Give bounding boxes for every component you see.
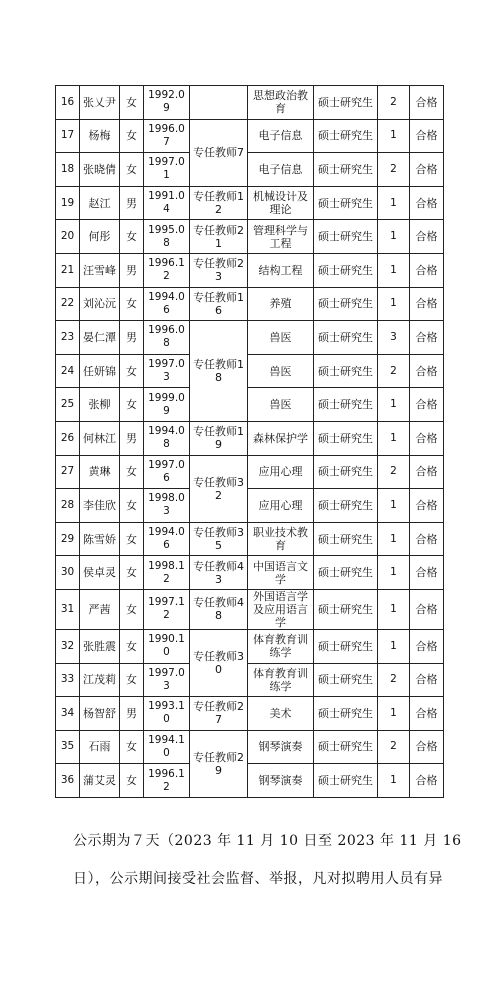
post-cell: 专任教师48 — [190, 589, 248, 629]
table-row — [56, 421, 444, 455]
result-cell: 合格 — [410, 253, 444, 287]
table-row — [56, 663, 444, 697]
major-cell: 管理科学与工程 — [248, 220, 314, 254]
result-cell: 合格 — [410, 287, 444, 321]
major-cell: 森林保护学 — [248, 421, 314, 455]
degree-cell: 硕士研究生 — [314, 119, 378, 153]
table-row — [56, 455, 444, 489]
table-row — [56, 86, 444, 120]
name-cell: 蒲艾灵 — [80, 764, 120, 798]
post-cell: 专任教师23 — [190, 253, 248, 287]
major-cell: 结构工程 — [248, 253, 314, 287]
gender-cell: 女 — [120, 119, 144, 153]
degree-cell: 硕士研究生 — [314, 253, 378, 287]
rank-cell: 1 — [378, 119, 410, 153]
birth-date-cell: 1994.08 — [144, 421, 190, 455]
table-row — [56, 489, 444, 523]
name-cell: 何彤 — [80, 220, 120, 254]
major-cell: 美术 — [248, 697, 314, 731]
post-cell: 专任教师30 — [190, 629, 248, 696]
major-cell: 电子信息 — [248, 153, 314, 187]
gender-cell: 女 — [120, 287, 144, 321]
post-cell: 专任教师35 — [190, 522, 248, 556]
birth-date-cell: 1997.01 — [144, 153, 190, 187]
table-row — [56, 629, 444, 663]
gender-cell: 女 — [120, 556, 144, 590]
degree-cell: 硕士研究生 — [314, 86, 378, 120]
major-cell: 思想政治教育 — [248, 86, 314, 120]
result-cell: 合格 — [410, 119, 444, 153]
row-number: 17 — [56, 119, 80, 153]
result-cell: 合格 — [410, 321, 444, 355]
birth-date-cell: 1998.12 — [144, 556, 190, 590]
name-cell: 任妍锦 — [80, 354, 120, 388]
result-cell: 合格 — [410, 522, 444, 556]
name-cell: 杨梅 — [80, 119, 120, 153]
table-row — [56, 730, 444, 764]
degree-cell: 硕士研究生 — [314, 629, 378, 663]
rank-cell: 1 — [378, 764, 410, 798]
gender-cell: 男 — [120, 697, 144, 731]
rank-cell: 2 — [378, 153, 410, 187]
degree-cell: 硕士研究生 — [314, 556, 378, 590]
row-number: 35 — [56, 730, 80, 764]
table-row — [56, 589, 444, 629]
major-cell: 中国语言文学 — [248, 556, 314, 590]
row-number: 29 — [56, 522, 80, 556]
birth-date-cell: 1991.04 — [144, 186, 190, 220]
gender-cell: 女 — [120, 388, 144, 422]
notice-line-1: 公示期为７天（2023 年 11 月 10 日至 2023 年 11 月 16 — [73, 833, 462, 849]
name-cell: 江茂莉 — [80, 663, 120, 697]
post-cell: 专任教师18 — [190, 321, 248, 422]
row-number: 26 — [56, 421, 80, 455]
birth-date-cell: 1997.03 — [144, 354, 190, 388]
major-cell: 职业技术教育 — [248, 522, 314, 556]
name-cell: 张柳 — [80, 388, 120, 422]
table-row — [56, 153, 444, 187]
birth-date-cell: 1996.07 — [144, 119, 190, 153]
table-row — [56, 522, 444, 556]
row-number: 18 — [56, 153, 80, 187]
name-cell: 李佳欣 — [80, 489, 120, 523]
degree-cell: 硕士研究生 — [314, 321, 378, 355]
degree-cell: 硕士研究生 — [314, 186, 378, 220]
result-cell: 合格 — [410, 354, 444, 388]
table-row — [56, 287, 444, 321]
result-cell: 合格 — [410, 186, 444, 220]
table-row — [56, 220, 444, 254]
name-cell: 赵江 — [80, 186, 120, 220]
rank-cell: 1 — [378, 421, 410, 455]
birth-date-cell: 1996.12 — [144, 764, 190, 798]
rank-cell: 2 — [378, 86, 410, 120]
name-cell: 何林江 — [80, 421, 120, 455]
degree-cell: 硕士研究生 — [314, 354, 378, 388]
result-cell: 合格 — [410, 388, 444, 422]
name-cell: 汪雪峰 — [80, 253, 120, 287]
gender-cell: 女 — [120, 629, 144, 663]
name-cell: 张胜震 — [80, 629, 120, 663]
name-cell: 陈雪娇 — [80, 522, 120, 556]
rank-cell: 2 — [378, 730, 410, 764]
table-row — [56, 321, 444, 355]
rank-cell: 3 — [378, 321, 410, 355]
major-cell: 体育教育训练学 — [248, 629, 314, 663]
result-cell: 合格 — [410, 489, 444, 523]
major-cell: 兽医 — [248, 388, 314, 422]
birth-date-cell: 1990.10 — [144, 629, 190, 663]
row-number: 32 — [56, 629, 80, 663]
gender-cell: 男 — [120, 253, 144, 287]
post-cell: 专任教师7 — [190, 119, 248, 186]
rank-cell: 1 — [378, 388, 410, 422]
rank-cell: 1 — [378, 629, 410, 663]
result-cell: 合格 — [410, 455, 444, 489]
post-cell: 专任教师21 — [190, 220, 248, 254]
table-row — [56, 697, 444, 731]
birth-date-cell: 1993.10 — [144, 697, 190, 731]
result-cell: 合格 — [410, 589, 444, 629]
gender-cell: 女 — [120, 764, 144, 798]
result-cell: 合格 — [410, 764, 444, 798]
gender-cell: 男 — [120, 321, 144, 355]
birth-date-cell: 1999.09 — [144, 388, 190, 422]
rank-cell: 2 — [378, 455, 410, 489]
name-cell: 严茜 — [80, 589, 120, 629]
result-cell: 合格 — [410, 421, 444, 455]
birth-date-cell: 1994.06 — [144, 287, 190, 321]
degree-cell: 硕士研究生 — [314, 663, 378, 697]
post-cell: 专任教师27 — [190, 697, 248, 731]
result-cell: 合格 — [410, 629, 444, 663]
birth-date-cell: 1997.03 — [144, 663, 190, 697]
result-cell: 合格 — [410, 220, 444, 254]
degree-cell: 硕士研究生 — [314, 388, 378, 422]
major-cell: 应用心理 — [248, 455, 314, 489]
major-cell: 钢琴演奏 — [248, 764, 314, 798]
name-cell: 刘沁沅 — [80, 287, 120, 321]
row-number: 24 — [56, 354, 80, 388]
post-cell: 专任教师19 — [190, 421, 248, 455]
result-cell: 合格 — [410, 153, 444, 187]
rank-cell: 1 — [378, 220, 410, 254]
rank-cell: 1 — [378, 697, 410, 731]
row-number: 34 — [56, 697, 80, 731]
row-number: 36 — [56, 764, 80, 798]
result-cell: 合格 — [410, 730, 444, 764]
result-cell: 合格 — [410, 556, 444, 590]
major-cell: 应用心理 — [248, 489, 314, 523]
table-row — [56, 388, 444, 422]
table-row — [56, 556, 444, 590]
candidate-table — [55, 85, 444, 798]
table-row — [56, 764, 444, 798]
degree-cell: 硕士研究生 — [314, 153, 378, 187]
gender-cell: 女 — [120, 730, 144, 764]
rank-cell: 1 — [378, 589, 410, 629]
rank-cell: 1 — [378, 489, 410, 523]
table-row — [56, 253, 444, 287]
gender-cell: 女 — [120, 220, 144, 254]
name-cell: 张晓倩 — [80, 153, 120, 187]
major-cell: 养殖 — [248, 287, 314, 321]
gender-cell: 男 — [120, 421, 144, 455]
row-number: 27 — [56, 455, 80, 489]
notice-line-2: 日），公示期间接受社会监督、举报，凡对拟聘用人员有异 — [73, 871, 443, 887]
degree-cell: 硕士研究生 — [314, 287, 378, 321]
post-cell — [190, 86, 248, 120]
gender-cell: 女 — [120, 589, 144, 629]
result-cell: 合格 — [410, 86, 444, 120]
gender-cell: 女 — [120, 354, 144, 388]
row-number: 28 — [56, 489, 80, 523]
gender-cell: 女 — [120, 663, 144, 697]
post-cell: 专任教师43 — [190, 556, 248, 590]
birth-date-cell: 1992.09 — [144, 86, 190, 120]
degree-cell: 硕士研究生 — [314, 764, 378, 798]
result-cell: 合格 — [410, 663, 444, 697]
name-cell: 侯卓灵 — [80, 556, 120, 590]
birth-date-cell: 1994.10 — [144, 730, 190, 764]
birth-date-cell: 1998.03 — [144, 489, 190, 523]
name-cell: 杨智舒 — [80, 697, 120, 731]
rank-cell: 1 — [378, 556, 410, 590]
notice-text — [73, 822, 462, 898]
birth-date-cell: 1996.12 — [144, 253, 190, 287]
degree-cell: 硕士研究生 — [314, 421, 378, 455]
gender-cell: 男 — [120, 186, 144, 220]
degree-cell: 硕士研究生 — [314, 522, 378, 556]
post-cell: 专任教师12 — [190, 186, 248, 220]
degree-cell: 硕士研究生 — [314, 697, 378, 731]
birth-date-cell: 1996.08 — [144, 321, 190, 355]
post-cell: 专任教师32 — [190, 455, 248, 522]
rank-cell: 1 — [378, 287, 410, 321]
row-number: 25 — [56, 388, 80, 422]
name-cell: 石雨 — [80, 730, 120, 764]
name-cell: 晏仁潭 — [80, 321, 120, 355]
result-cell: 合格 — [410, 697, 444, 731]
row-number: 19 — [56, 186, 80, 220]
table-row — [56, 354, 444, 388]
rank-cell: 2 — [378, 663, 410, 697]
name-cell: 张乂尹 — [80, 86, 120, 120]
row-number: 21 — [56, 253, 80, 287]
major-cell: 兽医 — [248, 321, 314, 355]
table-row — [56, 186, 444, 220]
row-number: 22 — [56, 287, 80, 321]
table-row — [56, 119, 444, 153]
name-cell: 黄琳 — [80, 455, 120, 489]
major-cell: 电子信息 — [248, 119, 314, 153]
rank-cell: 1 — [378, 186, 410, 220]
gender-cell: 女 — [120, 522, 144, 556]
gender-cell: 女 — [120, 153, 144, 187]
major-cell: 外国语言学及应用语言学 — [248, 589, 314, 629]
degree-cell: 硕士研究生 — [314, 589, 378, 629]
birth-date-cell: 1997.06 — [144, 455, 190, 489]
degree-cell: 硕士研究生 — [314, 455, 378, 489]
rank-cell: 1 — [378, 253, 410, 287]
birth-date-cell: 1997.12 — [144, 589, 190, 629]
major-cell: 兽医 — [248, 354, 314, 388]
post-cell: 专任教师16 — [190, 287, 248, 321]
gender-cell: 女 — [120, 86, 144, 120]
gender-cell: 女 — [120, 455, 144, 489]
row-number: 33 — [56, 663, 80, 697]
table-body — [56, 86, 444, 798]
major-cell: 钢琴演奏 — [248, 730, 314, 764]
post-cell: 专任教师29 — [190, 730, 248, 797]
row-number: 31 — [56, 589, 80, 629]
rank-cell: 2 — [378, 354, 410, 388]
birth-date-cell: 1994.06 — [144, 522, 190, 556]
degree-cell: 硕士研究生 — [314, 730, 378, 764]
gender-cell: 女 — [120, 489, 144, 523]
rank-cell: 1 — [378, 522, 410, 556]
birth-date-cell: 1995.08 — [144, 220, 190, 254]
degree-cell: 硕士研究生 — [314, 489, 378, 523]
major-cell: 机械设计及理论 — [248, 186, 314, 220]
row-number: 20 — [56, 220, 80, 254]
major-cell: 体育教育训练学 — [248, 663, 314, 697]
row-number: 30 — [56, 556, 80, 590]
row-number: 16 — [56, 86, 80, 120]
degree-cell: 硕士研究生 — [314, 220, 378, 254]
row-number: 23 — [56, 321, 80, 355]
